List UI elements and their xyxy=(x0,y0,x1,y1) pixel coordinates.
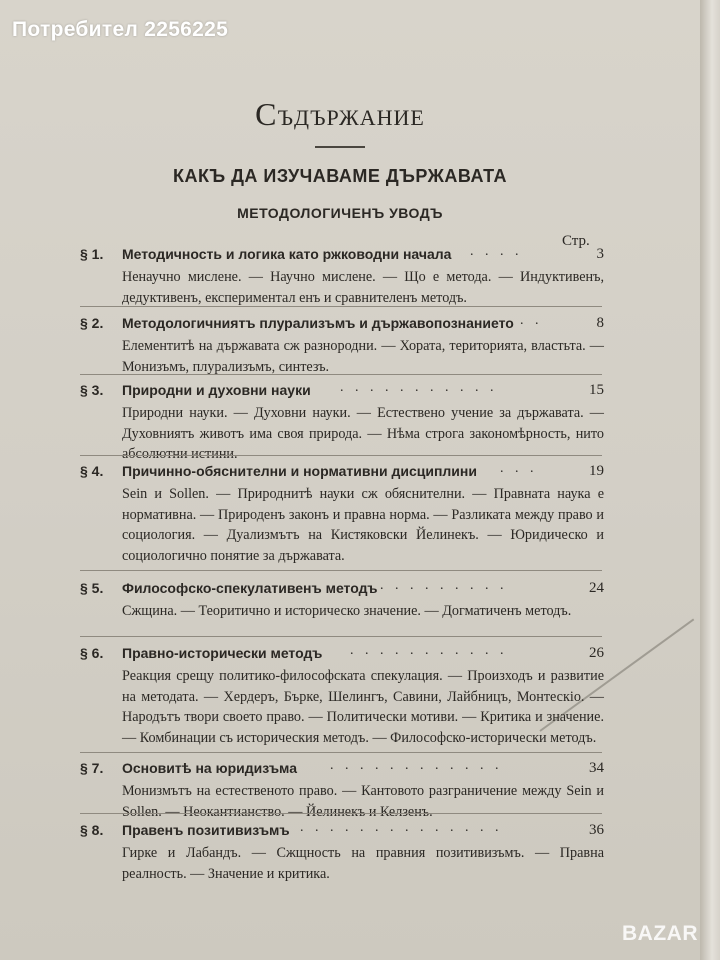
section-subheading: МЕТОДОЛОГИЧЕНЪ УВОДЪ xyxy=(237,205,443,221)
section-summary: Гирке и Лабандъ. — Сжщность на правния позитивизъмъ. — Правна реалность. — Значение и критика. xyxy=(122,845,604,882)
section-summary: Природни науки. — Духовни науки. — Естествено учение за държавата. — Духовниятъ животъ има своя природа. — Нѣма строга закономѣрность, нито абсолютни истини. xyxy=(122,405,604,462)
page-number: 15 xyxy=(589,382,604,398)
page-number: 19 xyxy=(589,463,604,479)
section-title: Правенъ позитивизъмъ xyxy=(122,822,290,838)
section-summary: Ненаучно мислене. — Научно мислене. — Що е метода. — Индуктивенъ, дедуктивенъ, експериментал енъ и сравнителенъ методъ. xyxy=(122,269,604,306)
section-title: Причинно-обяснителни и нормативни дисциплини xyxy=(122,463,477,479)
leader-dots: . . . . . . . . . xyxy=(380,578,508,593)
divider xyxy=(80,306,602,307)
divider xyxy=(80,813,602,814)
toc-entry xyxy=(80,315,604,377)
leader-dots: . . . . . . . . . . . xyxy=(350,643,508,658)
toc-entry xyxy=(80,580,604,622)
leader-dots: . . . . . . . . . . . xyxy=(340,380,498,395)
section-number: § 5. xyxy=(80,580,104,596)
section-summary: Реакция срещу политико-философската спекулация. — Произходъ и развитие на методата. — Хердеръ, Бърке, Шелингъ, Савини, Лайбницъ, Монтескiо. — Народътъ твори своето право. — Политически мотиви. — Критика и значение. — Комбинации съ историческия методъ. — Философско-исторически методъ. xyxy=(122,668,604,746)
page-column-header: Стр. xyxy=(562,233,590,249)
page-number: 36 xyxy=(589,822,604,838)
section-summary: Монизмътъ на естественото право. — Кантовото разграничение между Sein и Sollen. — Неокантианство. — Йелинекъ и Келзенъ. xyxy=(122,783,604,820)
section-summary: Сжщина. — Теоритично и историческо значение. — Догматиченъ методъ. xyxy=(122,603,572,619)
section-number: § 7. xyxy=(80,760,104,776)
page-edge xyxy=(700,0,720,960)
section-title: Природни и духовни науки xyxy=(122,382,311,398)
page-title: Съдържание xyxy=(255,96,425,132)
page-number: 24 xyxy=(589,580,604,596)
section-summary: Елементитѣ на държавата сж разнородни. — Хората, територията, властьта. — Монизъмъ, плурализъмъ, синтезъ. xyxy=(122,338,604,375)
page-number: 3 xyxy=(596,246,604,262)
section-number: § 6. xyxy=(80,645,104,661)
section-title: Методичность и логика като ржководни начала xyxy=(122,246,452,262)
leader-dots: . . . . . . . . . . . . xyxy=(330,758,503,773)
section-number: § 8. xyxy=(80,822,104,838)
toc-entry xyxy=(80,822,604,884)
toc-entry xyxy=(80,246,604,308)
section-title: Философско-спекулативенъ методъ xyxy=(122,580,378,596)
user-watermark: Потребител 2256225 xyxy=(12,18,229,41)
toc-entry xyxy=(80,382,604,465)
page-number: 8 xyxy=(596,315,604,331)
section-heading: КАКЪ ДА ИЗУЧАВАМЕ ДЪРЖАВАТА xyxy=(172,166,507,186)
toc-entry xyxy=(80,463,604,566)
toc-entry xyxy=(80,645,604,748)
section-title: Основитѣ на юридизъма xyxy=(122,760,297,776)
bazar-logo: BAZAR xyxy=(622,922,698,945)
divider xyxy=(80,752,602,753)
title-divider xyxy=(315,146,365,148)
section-number: § 2. xyxy=(80,315,104,331)
divider xyxy=(80,374,602,375)
leader-dots: . . . xyxy=(500,461,538,476)
section-summary: Sein и Sollen. — Природнитѣ науки сж обяснителни. — Правната наука е нормативна. — Природенъ законъ и правна норма. — Разликата между право и социология. — Дуализмътъ на Кистяковски Йелинекъ. — Юридическо и социологично понятие за държавата. xyxy=(122,486,604,564)
divider xyxy=(80,455,602,456)
divider xyxy=(80,570,602,571)
section-number: § 4. xyxy=(80,463,104,479)
divider xyxy=(80,636,602,637)
section-title: Методологичниятъ плурализъмъ и държавопознанието xyxy=(122,315,514,331)
section-number: § 1. xyxy=(80,246,104,262)
section-title: Правно-исторически методъ xyxy=(122,645,323,661)
leader-dots: . . . . xyxy=(470,244,523,259)
page-number: 26 xyxy=(589,645,604,661)
section-number: § 3. xyxy=(80,382,104,398)
leader-dots: . . xyxy=(520,313,543,328)
leader-dots: . . . . . . . . . . . . . . xyxy=(300,820,503,835)
page-number: 34 xyxy=(589,760,604,776)
